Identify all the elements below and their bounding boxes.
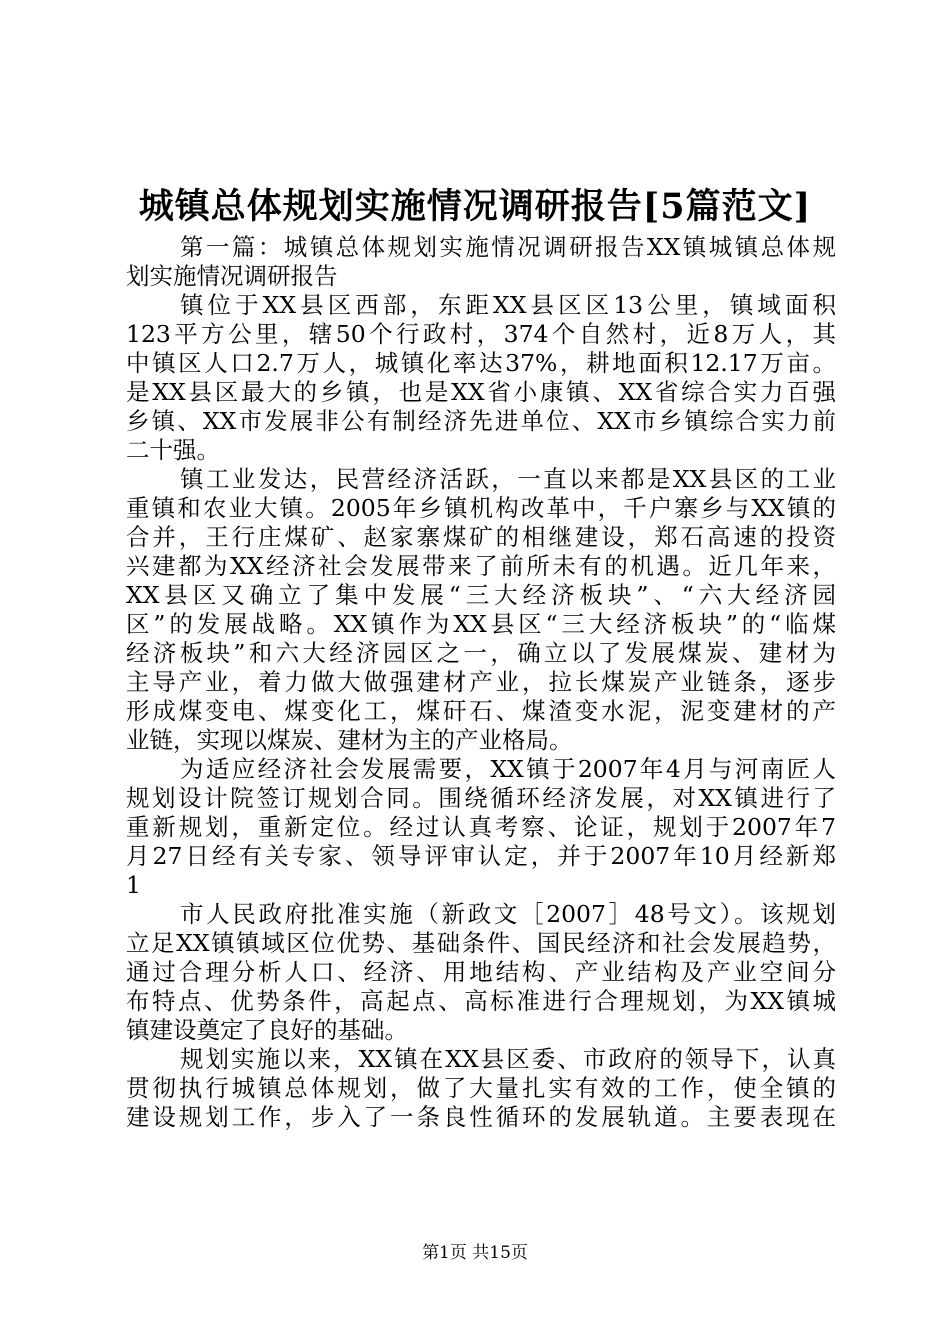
document-body bbox=[126, 233, 836, 1132]
text-line: 市人民政府批准实施（新政文［2007］48号文）。该规划 bbox=[180, 900, 836, 928]
text-line: 规划实施以来，XX镇在XX县区委、市政府的领导下，认真 bbox=[180, 1045, 836, 1073]
text-line: 乡镇、XX市发展非公有制经济先进单位、XX市乡镇综合实力前 bbox=[126, 407, 836, 435]
text-line: 合并，王行庄煤矿、赵家寨煤矿的相继建设，郑石高速的投资 bbox=[126, 523, 836, 551]
text-line: 区”的发展战略。XX镇作为XX县区“三大经济板块”的“临煤 bbox=[126, 610, 836, 638]
text-line: 通过合理分析人口、经济、用地结构、产业结构及产业空间分 bbox=[126, 958, 836, 986]
text-line: 建设规划工作，步入了一条良性循环的发展轨道。主要表现在 bbox=[126, 1103, 836, 1131]
text-line: 形成煤变电、煤变化工，煤矸石、煤渣变水泥，泥变建材的产 bbox=[126, 697, 836, 725]
text-line: 立足XX镇镇域区位优势、基础条件、国民经济和社会发展趋势， bbox=[126, 929, 836, 957]
text-line: 是XX县区最大的乡镇，也是XX省小康镇、XX省综合实力百强 bbox=[126, 378, 836, 406]
text-line: 中镇区人口2.7万人，城镇化率达37%，耕地面积12.17万亩。 bbox=[126, 349, 836, 377]
text-line: 重镇和农业大镇。2005年乡镇机构改革中，千户寨乡与XX镇的 bbox=[126, 494, 836, 522]
text-line: 重新规划，重新定位。经过认真考察、论证，规划于2007年7 bbox=[126, 813, 836, 841]
text-line: 第一篇：城镇总体规划实施情况调研报告XX镇城镇总体规 bbox=[180, 233, 836, 261]
text-line: XX县区又确立了集中发展“三大经济板块”、“六大经济园 bbox=[126, 581, 836, 609]
text-line: 主导产业，着力做大做强建材产业，拉长煤炭产业链条，逐步 bbox=[126, 668, 836, 696]
text-line: 为适应经济社会发展需要，XX镇于2007年4月与河南匠人 bbox=[180, 755, 836, 783]
text-line: 123平方公里，辖50个行政村，374个自然村，近8万人，其 bbox=[126, 320, 836, 348]
text-line: 规划设计院签订规划合同。围绕循环经济发展，对XX镇进行了 bbox=[126, 784, 836, 812]
text-line: 镇位于XX县区西部，东距XX县区区13公里，镇域面积 bbox=[180, 291, 836, 319]
text-line: 划实施情况调研报告 bbox=[126, 262, 338, 290]
text-line: 业链，实现以煤炭、建材为主的产业格局。 bbox=[126, 726, 573, 754]
text-line: 经济板块”和六大经济园区之一，确立以了发展煤炭、建材为 bbox=[126, 639, 836, 667]
text-line: 布特点、优势条件，高起点、高标准进行合理规划，为XX镇城 bbox=[126, 987, 836, 1015]
page-number: 第1页 共15页 bbox=[422, 1243, 528, 1263]
text-line: 1 bbox=[126, 871, 141, 899]
document-title: 城镇总体规划实施情况调研报告[5篇范文] bbox=[138, 186, 812, 227]
text-line: 镇工业发达，民营经济活跃，一直以来都是XX县区的工业 bbox=[180, 465, 836, 493]
text-line: 镇建设奠定了良好的基础。 bbox=[126, 1016, 408, 1044]
text-line: 兴建都为XX经济社会发展带来了前所未有的机遇。近几年来， bbox=[126, 552, 836, 580]
text-line: 贯彻执行城镇总体规划，做了大量扎实有效的工作，使全镇的 bbox=[126, 1074, 836, 1102]
text-line: 月27日经有关专家、领导评审认定，并于2007年10月经新郑 bbox=[126, 842, 836, 870]
text-line: 二十强。 bbox=[126, 436, 220, 464]
